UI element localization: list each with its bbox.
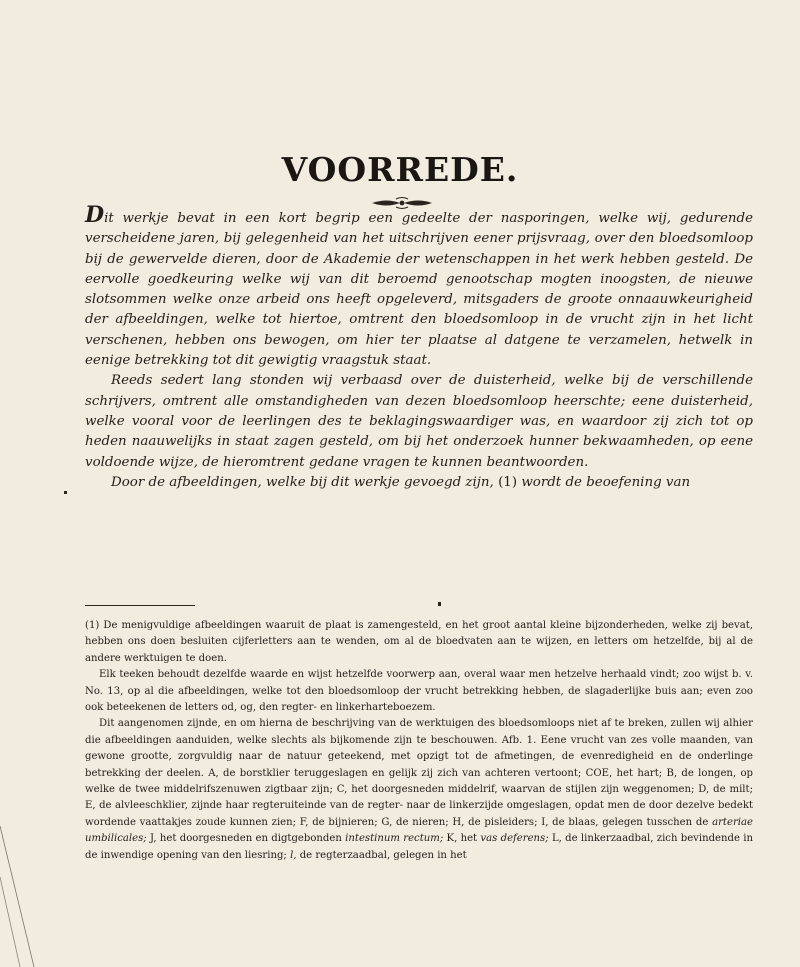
rule-mark [438, 602, 441, 606]
footnote-paragraph-2: Elk teeken behoudt dezelfde waarde en wijst hetzelfde voorwerp aan, overal waar men hetzelve herhaald vindt; zoo wijst b. v. No. 13, op al die afbeeldingen, welke tot den bloedsomloop der vrucht betrekking hebben, de slagaderlijke buis aan; even zoo ook beteekenen de letters od, og, den regter- en linkerharteboezem. [85, 669, 753, 714]
footnote [85, 618, 753, 864]
drop-cap: D [85, 202, 105, 228]
footnote-reference[interactable]: (1) [498, 474, 518, 490]
paragraph-1: Dit werkje bevat in een kort begrip een gedeelte der nasporingen, welke wij, gedurende verscheidene jaren, bij gelegenheid van het uitschrijven eener prijsvraag, over den bloedsomloop bij de gewervelde dieren, door de Akademie der wetenschappen in het werk hebben gesteld. De eervolle goedkeuring welke wij van dit beroemd genootschap mogten inoogsten, de nieuwe slotsommen welke onze arbeid ons heeft opgeleverd, mitsgaders de groote onnaauwkeurigheid der afbeeldingen, welke tot hiertoe, omtrent den bloedsomloop in de vrucht zijn in het licht verschenen, hebben ons bewogen, om hier ter plaatse al datgene te verzamelen, hetwelk in eenige betrekking tot dit gewigtig vraagstuk staat. [85, 202, 753, 369]
footnote-paragraph-3: Dit aangenomen zijnde, en om hierna de beschrijving van de werktuigen des bloedsomloops niet af te breken, zullen wij alhier die afbeeldingen aanduiden, welke slechts als bijkomende zijn te beschouwen. Afb. 1. Eene vrucht van zes volle maanden, van gewone grootte, zorgvuldig naar de natuur geteekend, met opzigt tot de afmetingen, de evenredigheid en de onderlinge betrekking der deelen. A, de borstklier teruggeslagen en gelijk zij zich van achteren vertoont; COE, het hart; B, de longen, op welke de twee middelrifszenuwen zigtbaar zijn; C, het doorgesneden middelrif, waarvan de stijlen zijn weggenomen; D, de milt; E, de alvleeschklier, zijnde haar regteruiteinde van de regter- naar de linkerzijde omgeslagen, opdat men de door dezelve bedekt wordende vaattakjes zoude kunnen zien; F, de bijnieren; G, de nieren; H, de pisleiders; I, de blaas, gelegen tusschen de arteriae umbilicales; J, het doorgesneden en digtgebonden intestinum rectum; K, het vas deferens; L, de linkerzaadbal, zich bevindende in de inwendige opening van den liesring; l, de regterzaadbal, gelegen in het [85, 718, 753, 861]
margin-mark [64, 491, 67, 494]
preface-body [85, 202, 753, 493]
ornament-divider-icon [370, 197, 434, 209]
footnote-paragraph-1: (1) De menigvuldige afbeeldingen waaruit de plaat is zamengesteld, en het groot aantal kleine bijzonderheden, welke zij bevat, hebben ons doen besluiten cijferletters aan te wenden, om al de bloedvaten aan te wijzen, en letters om hetzelfde, bij al de andere werktuigen te doen. [85, 620, 753, 664]
footnote-rule [85, 605, 195, 606]
page-title: VOORREDE. [281, 150, 519, 189]
paragraph-3: Door de afbeeldingen, welke bij dit werkje gevoegd zijn, (1) wordt de beoefening van [111, 474, 691, 490]
paragraph-2: Reeds sedert lang stonden wij verbaasd over de duisterheid, welke bij de verschillende schrijvers, omtrent alle omstandigheden van dezen bloedsomloop heerschte; eene duisterheid, welke vooral voor de leerlingen des te beklagingswaardiger was, en waardoor zij zich tot op heden naauwelijks in staat zagen gesteld, om bij het onderzoek hunner bekwaamheden, op eene voldoende wijze, de hieromtrent gedane vragen te kunnen beantwoorden. [85, 373, 753, 470]
